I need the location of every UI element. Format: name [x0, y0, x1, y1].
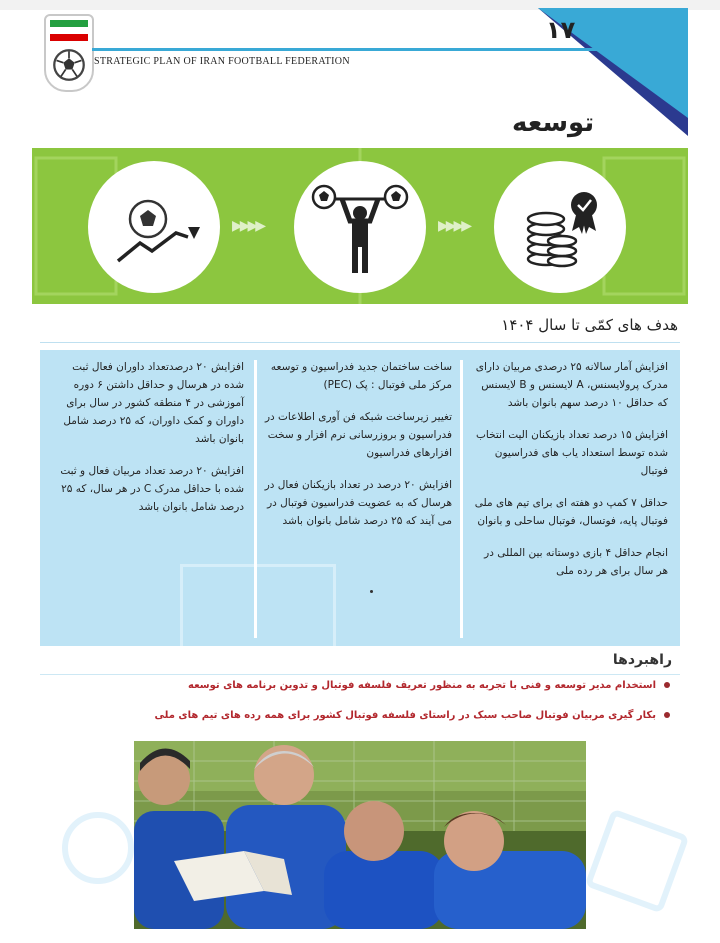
goals-column-2 [264, 358, 452, 544]
weightlifter-balls-icon [294, 161, 426, 293]
watermark-square [584, 808, 689, 913]
goal-item: افزایش آمار سالانه ۲۵ درصدی مربیان دارای مدرک پرولایسنس، A لایسنس و B لایسنس که حداقل ۱۰ درصد سهم بانوان باشد [475, 361, 668, 409]
column-separator [460, 360, 463, 638]
goal-item: افزایش ۲۰ درصد تعداد مربیان فعال و ثبت شده با حداقل مدرک C در هر سال، که ۲۵ درصد شامل بانوان باشد [60, 465, 244, 513]
goal-watermark [180, 564, 336, 646]
federation-logo [44, 14, 94, 92]
goals-column-3 [54, 358, 244, 530]
growth-circle [88, 161, 220, 293]
football-logo-icon [52, 48, 86, 82]
strategies-divider [40, 674, 680, 675]
goal-item: حداقل ۷ کمپ دو هفته ای برای تیم های ملی فوتبال پایه، فوتسال، فوتبال ساحلی و بانوان [474, 497, 668, 527]
goal-item: تغییر زیرساخت شبکه فن آوری اطلاعات در فدراسیون و بروزرسانی نرم افزار و سخت افزارهای فدراسیون [264, 411, 452, 459]
column-separator [254, 360, 257, 638]
coins-award-icon [494, 161, 626, 293]
arrows-2: ▶▶▶▶ [438, 218, 470, 234]
federation-name: STRATEGIC PLAN OF IRAN FOOTBALL FEDERATION [94, 56, 350, 67]
strategies-title: راهبردها [612, 652, 672, 668]
subhead-divider [40, 342, 680, 343]
growth-chart-ball-icon [88, 161, 220, 293]
strategy-item: استخدام مدیر توسعه و فنی با تجربه به منظور تعریف فلسفه فوتبال و تدوین برنامه های توسعه [188, 680, 670, 691]
bullet-dot-icon [664, 682, 670, 688]
stray-dot [370, 590, 373, 593]
goal-item: افزایش ۲۰ درصدتعداد داوران فعال ثبت شده در هرسال و حداقل داشتن ۶ دوره آموزشی در ۴ منطقه کشور در سال برای داوران و کمک داوران، که ۲۵ درصد شامل بانوان باشد [63, 361, 244, 445]
goal-item: افزایش ۱۵ درصد تعداد بازیکنان الیت انتخاب شده توسط استعداد یاب های فدراسیون فوتبال [476, 429, 668, 477]
goals-box [40, 350, 680, 646]
section-title: توسعه [512, 108, 595, 138]
coaches-photo [134, 741, 586, 929]
header-divider [92, 48, 602, 51]
icon-band [32, 148, 688, 304]
goals-column-1 [472, 358, 668, 594]
goal-item: ساخت ساختمان جدید فدراسیون و توسعه مرکز ملی فوتبال : پک (PEC) [270, 361, 452, 391]
watermark-circle [62, 812, 134, 884]
goal-item: افزایش ۲۰ درصد در تعداد بازیکنان فعال در هرسال که به عضویت فدراسیون فوتبال در می آیند که ۲۵ درصد شامل بانوان باشد [264, 479, 452, 527]
quantitative-goals-title: هدف های کمّی تا سال ۱۴۰۴ [501, 316, 678, 334]
goal-item: انجام حداقل ۴ بازی دوستانه بین المللی در هر سال برای هر رده ملی [484, 547, 668, 577]
coins-circle [494, 161, 626, 293]
weightlifter-circle [294, 161, 426, 293]
iran-flag-icon [50, 20, 88, 42]
coaches-photo-illustration [134, 741, 586, 929]
page-number: ۱۷ [546, 16, 576, 44]
bullet-dot-icon [664, 712, 670, 718]
strategy-item: بکار گیری مربیان فوتبال صاحب سبک در راستای فلسفه فوتبال کشور برای همه رده های تیم های ملی [155, 710, 670, 721]
arrows-1: ▶▶▶▶ [232, 218, 264, 234]
